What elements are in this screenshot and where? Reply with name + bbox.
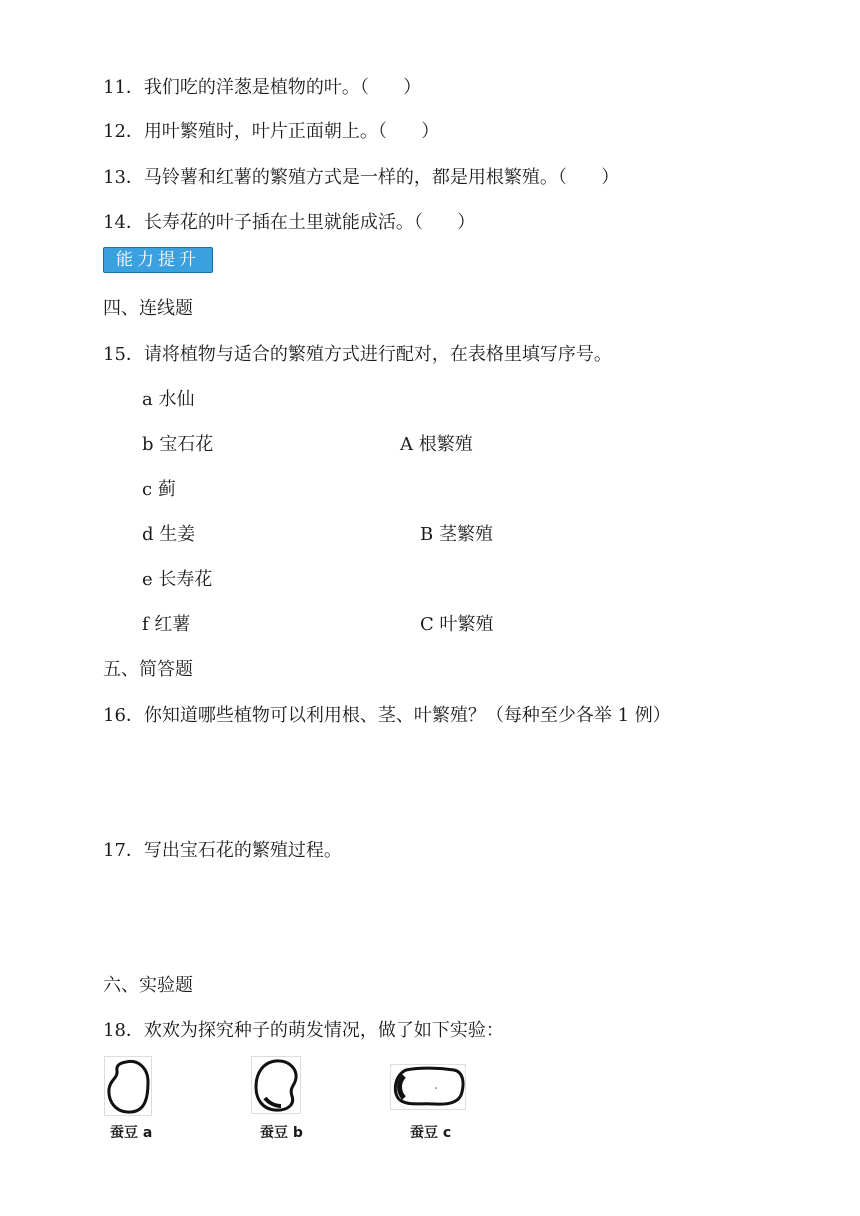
ability-improvement-badge: [103, 247, 213, 273]
section-5-title: 五、简答题: [103, 659, 193, 680]
bean-b-caption: 蚕豆 b: [260, 1125, 303, 1141]
plant-option-e: e 长寿花: [142, 569, 213, 590]
question-13: 13．马铃薯和红薯的繁殖方式是一样的，都是用根繁殖。（ ）: [103, 167, 620, 188]
question-14: 14．长寿花的叶子插在土里就能成活。（ ）: [103, 212, 476, 233]
question-11: 11．我们吃的洋葱是植物的叶。（ ）: [103, 77, 422, 98]
bean-a-image: [104, 1056, 152, 1116]
bean-b-image: [251, 1056, 301, 1114]
bean-c-caption: 蚕豆 c: [410, 1125, 452, 1141]
plant-option-c: c 蓟: [142, 479, 176, 500]
plant-option-a: a 水仙: [142, 389, 195, 410]
method-option-b: B 茎繁殖: [420, 524, 493, 545]
method-option-c: C 叶繁殖: [420, 614, 494, 635]
section-6-title: 六、实验题: [103, 975, 193, 996]
question-15: 15．请将植物与适合的繁殖方式进行配对，在表格里填写序号。: [103, 344, 612, 365]
question-17: 17．写出宝石花的繁殖过程。: [103, 840, 342, 861]
badge-label: 能力提升: [116, 250, 200, 270]
bean-c-image: [390, 1064, 466, 1110]
method-option-a: A 根繁殖: [400, 434, 473, 455]
plant-option-d: d 生姜: [142, 524, 196, 545]
plant-option-b: b 宝石花: [142, 434, 214, 455]
plant-option-f: f 红薯: [142, 614, 191, 635]
question-18: 18．欢欢为探究种子的萌发情况，做了如下实验：: [103, 1020, 504, 1041]
bean-a-caption: 蚕豆 a: [110, 1125, 153, 1141]
question-16: 16．你知道哪些植物可以利用根、茎、叶繁殖？（每种至少各举 1 例）: [103, 705, 671, 726]
section-4-title: 四、连线题: [103, 298, 193, 319]
question-12: 12．用叶繁殖时，叶片正面朝上。（ ）: [103, 121, 440, 142]
